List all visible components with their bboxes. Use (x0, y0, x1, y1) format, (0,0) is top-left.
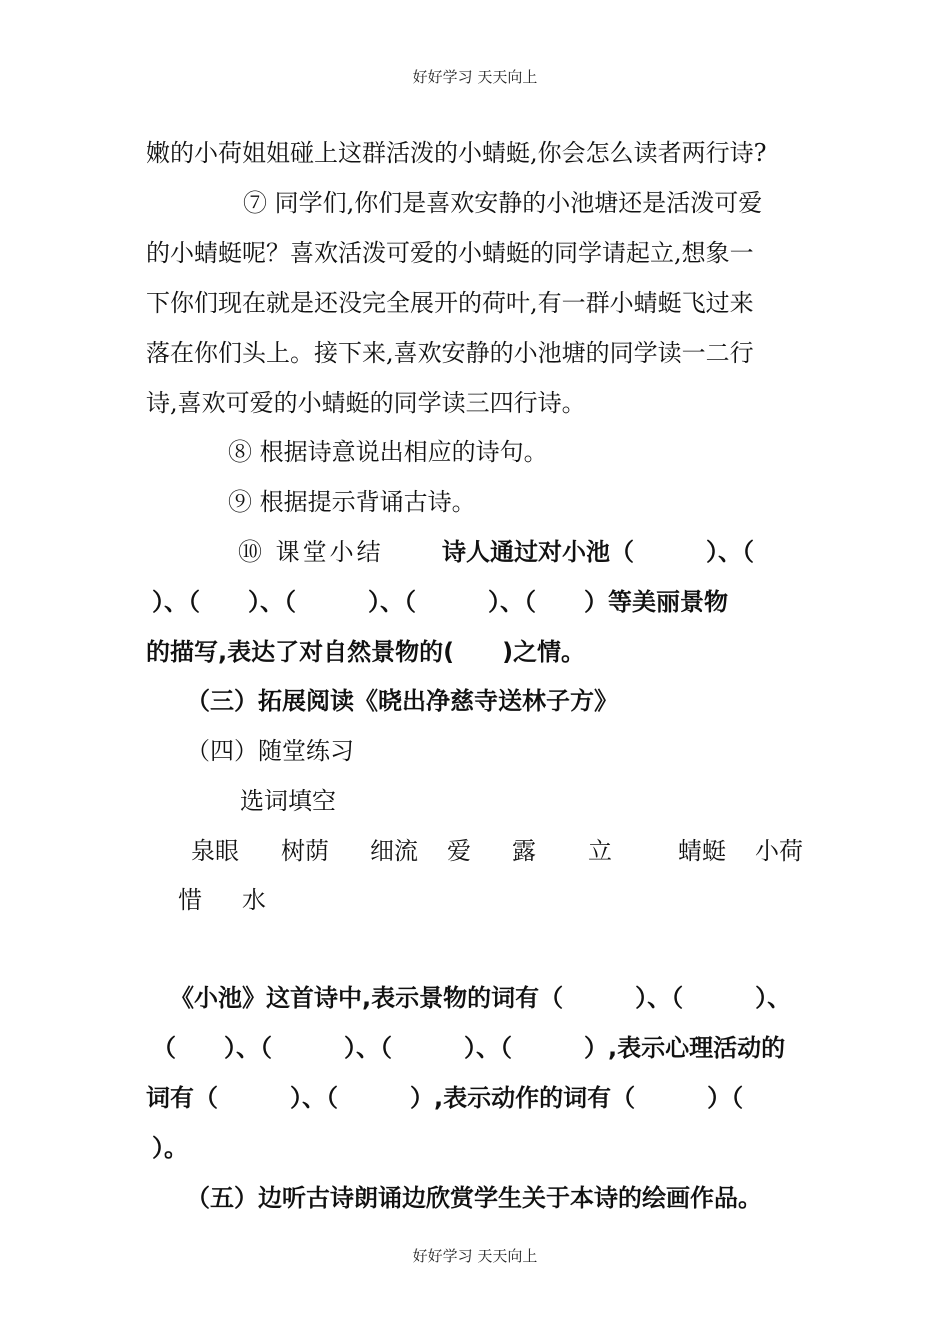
paragraph-line: 落在你们头上。接下来,喜欢安静的小池塘的同学读一二行 (146, 339, 754, 367)
word-item: 树荫 (281, 837, 329, 865)
question-line: 词有（ ）、（ ）,表示动作的词有（ ）（ (146, 1084, 744, 1112)
paragraph-line: 的小蜻蜓呢？喜欢活泼可爱的小蜻蜓的同学请起立,想象一 (146, 239, 754, 267)
word-item: 小荷 (755, 837, 803, 865)
word-item: 爱 (447, 837, 471, 865)
summary-label: ⑩ 课堂小结 (238, 538, 384, 566)
section-4-heading: （四）随堂练习 (186, 737, 354, 765)
paragraph-line: ⑦ 同学们,你们是喜欢安静的小池塘还是活泼可爱 (243, 189, 763, 217)
word-item: 泉眼 (191, 837, 239, 865)
word-item: 惜 (178, 886, 202, 914)
page-header: 好好学习 天天向上 (412, 68, 538, 86)
step-9-line: ⑨ 根据提示背诵古诗。 (228, 488, 476, 516)
section-5-heading: （五）边听古诗朗诵边欣赏学生关于本诗的绘画作品。 (186, 1184, 762, 1212)
word-item: 露 (512, 837, 536, 865)
section-3-heading: （三）拓展阅读《晓出净慈寺送林子方》 (186, 687, 618, 715)
word-item: 蜻蜓 (678, 837, 726, 865)
fill-in-title: 选词填空 (240, 787, 336, 815)
step-8-line: ⑧ 根据诗意说出相应的诗句。 (228, 438, 548, 466)
question-line: （ ）、（ ）、（ ）、（ ）,表示心理活动的 (152, 1034, 786, 1062)
page-footer: 好好学习 天天向上 (412, 1247, 538, 1265)
summary-text: 诗人通过对小池（ ）、（ (442, 538, 754, 566)
paragraph-line: 诗,喜欢可爱的小蜻蜓的同学读三四行诗。 (146, 389, 586, 417)
summary-end-line: 的描写,表达了对自然景物的( )之情。 (146, 638, 586, 666)
question-line: 《小池》这首诗中,表示景物的词有（ ）、（ ）、 (170, 984, 792, 1012)
question-line: ）。 (152, 1134, 188, 1162)
word-item: 水 (242, 886, 266, 914)
word-item: 细流 (370, 837, 418, 865)
summary-blanks-line: ）、（ ）、（ ）、（ ）、（ ）等美丽景物 (152, 588, 728, 616)
paragraph-line: 嫩的小荷姐姐碰上这群活泼的小蜻蜓,你会怎么读者两行诗? (146, 139, 767, 167)
paragraph-line: 下你们现在就是还没完全展开的荷叶,有一群小蜻蜓飞过来 (146, 289, 754, 317)
word-item: 立 (588, 837, 612, 865)
